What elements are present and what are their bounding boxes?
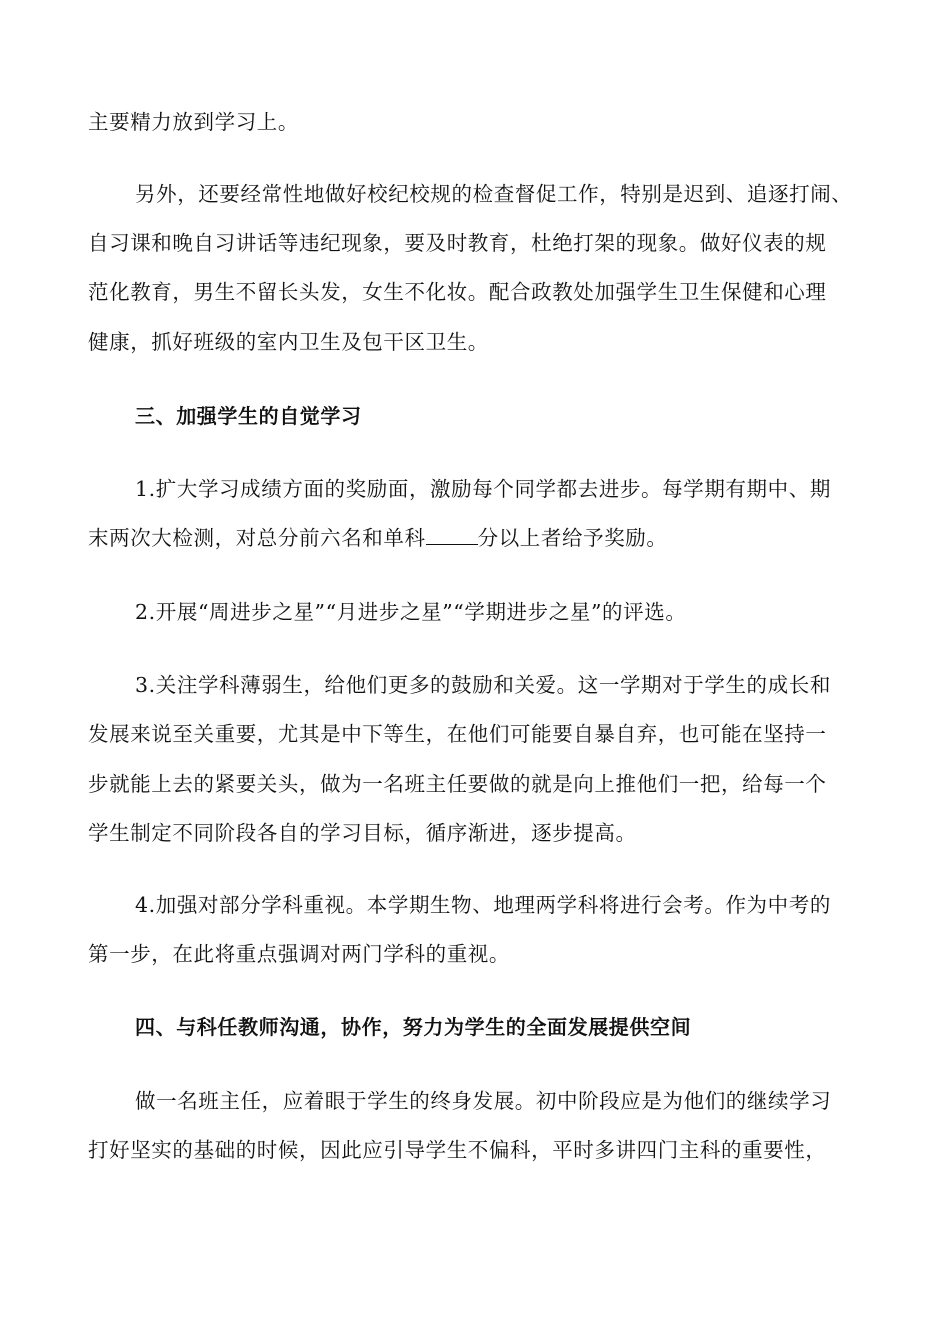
paragraph-line: 3.关注学科薄弱生，给他们更多的鼓励和关爱。这一学期对于学生的成长和	[135, 673, 831, 697]
paragraph-line: 做一名班主任，应着眼于学生的终身发展。初中阶段应是为他们的继续学习	[135, 1089, 832, 1113]
paragraph-line	[88, 524, 668, 552]
fill-in-blank	[426, 526, 478, 545]
paragraph-line: 健康，抓好班级的室内卫生及包干区卫生。	[88, 330, 489, 354]
paragraph-line: 发展来说至关重要，尤其是中下等生，在他们可能要自暴自弃，也可能在坚持一	[88, 722, 827, 746]
section-heading: 四、与科任教师沟通，协作，努力为学生的全面发展提供空间	[135, 1015, 692, 1039]
paragraph-line: 4.加强对部分学科重视。本学期生物、地理两学科将进行会考。作为中考的	[135, 893, 831, 917]
paragraph-line: 1.扩大学习成绩方面的奖励面，激励每个同学都去进步。每学期有期中、期	[135, 477, 831, 501]
paragraph-line: 第一步，在此将重点强调对两门学科的重视。	[88, 942, 510, 966]
line-text: 分以上者给予奖励。	[477, 526, 668, 550]
paragraph-line: 步就能上去的紧要关头，做为一名班主任要做的就是向上推他们一把，给每一个	[88, 772, 827, 796]
paragraph-line: 范化教育，男生不留长头发，女生不化妆。配合政教处加强学生卫生保健和心理	[88, 280, 827, 304]
paragraph-line: 打好坚实的基础的时候，因此应引导学生不偏科，平时多讲四门主科的重要性，	[88, 1138, 827, 1162]
line-text: 末两次大检测，对总分前六名和单科	[88, 526, 426, 550]
paragraph-line: 2.开展“周进步之星”“月进步之星”“学期进步之星”的评选。	[135, 600, 687, 624]
paragraph-line: 学生制定不同阶段各自的学习目标，循序渐进，逐步提高。	[88, 821, 637, 845]
paragraph-line: 自习课和晚自习讲话等违纪现象，要及时教育，杜绝打架的现象。做好仪表的规	[88, 231, 827, 255]
paragraph-line: 另外，还要经常性地做好校纪校规的检查督促工作，特别是迟到、追逐打闹、	[135, 182, 853, 206]
paragraph-line: 主要精力放到学习上。	[88, 110, 299, 134]
section-heading: 三、加强学生的自觉学习	[135, 404, 362, 428]
